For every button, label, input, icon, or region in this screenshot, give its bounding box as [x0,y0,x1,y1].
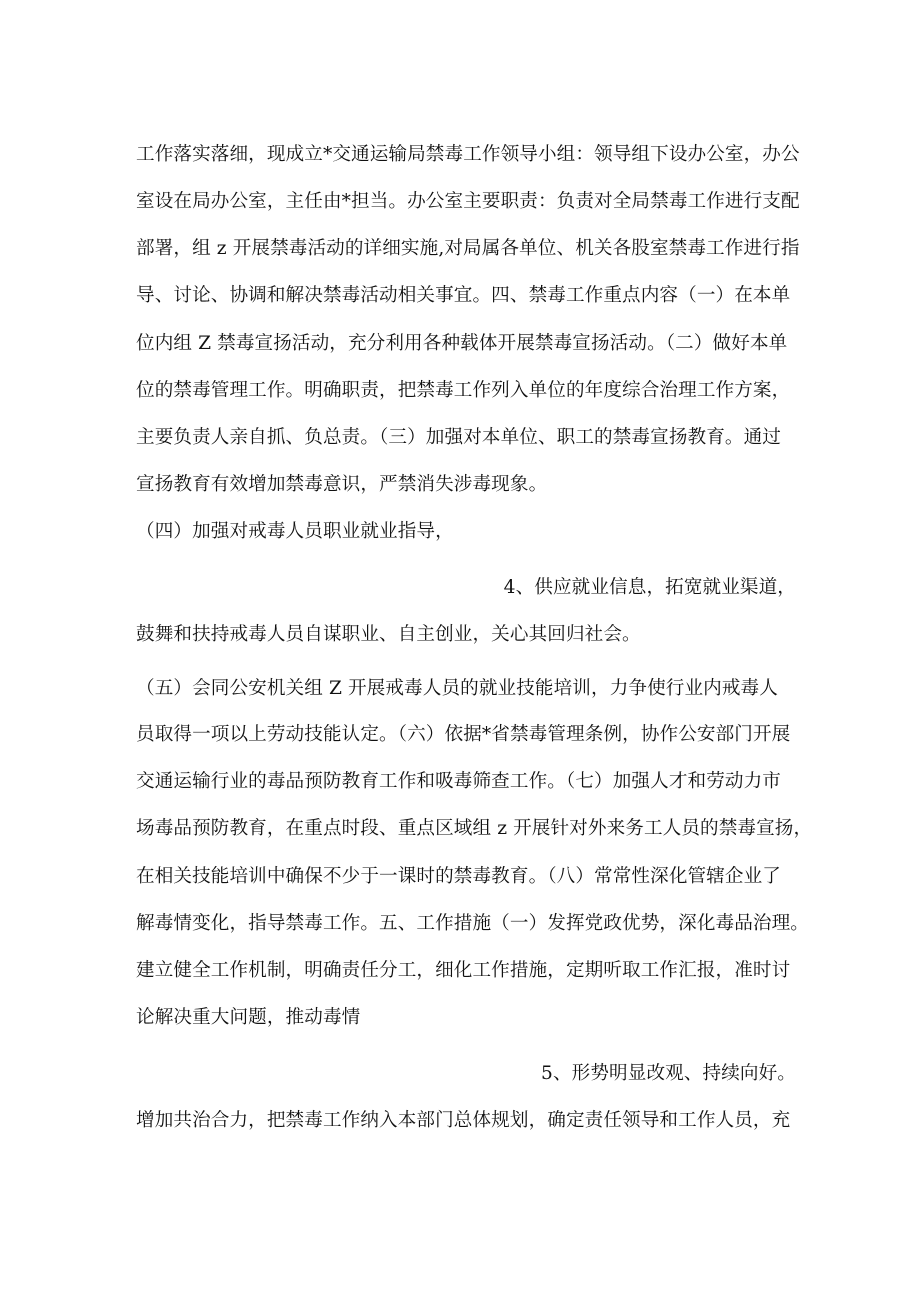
paragraph-line: （五）会同公安机关组 Z 开展戒毒人员的就业技能培训，力争使行业内戒毒人 [136,678,778,699]
paragraph-line: 增加共治合力，把禁毒工作纳入本部门总体规划，确定责任领导和工作人员，充 [136,1110,791,1131]
paragraph-line: （四）加强对戒毒人员职业就业指导， [136,521,454,542]
paragraph-line: 在相关技能培训中确保不少于一课时的禁毒教育。（八）常常性深化管辖企业了 [136,866,781,887]
paragraph-line: 解毒情变化，指导禁毒工作。五、工作措施（一）发挥党政优势，深化毒品治理。 [136,913,809,934]
paragraph-line: 导、讨论、协调和解决禁毒活动相关事宜。四、禁毒工作重点内容（一）在本单 [136,285,791,306]
paragraph-line: 交通运输行业的毒品预防教育工作和吸毒筛查工作。（七）加强人才和劳动力市 [136,771,781,792]
paragraph-line: 场毒品预防教育，在重点时段、重点区域组 z 开展针对外来务工人员的禁毒宣扬， [136,818,813,839]
paragraph-line: 位的禁毒管理工作。明确职责，把禁毒工作列入单位的年度综合治理工作方案， [136,380,791,401]
paragraph-line: 论解决重大问题，推动毒情 [136,1007,361,1028]
paragraph-line: 部署，组 z 开展禁毒活动的详细实施,对局属各单位、机关各股室禁毒工作进行指 [136,238,800,259]
paragraph-line: 工作落实落细，现成立*交通运输局禁毒工作领导小组：领导组下设办公室，办公 [136,144,800,165]
numbered-item-4: 4、供应就业信息，拓宽就业渠道， [503,577,796,598]
paragraph-line: 位内组 Z 禁毒宣扬活动，充分利用各种载体开展禁毒宣扬活动。（二）做好本单 [136,333,788,354]
paragraph-line: 建立健全工作机制，明确责任分工，细化工作措施，定期听取工作汇报，准时讨 [136,960,791,981]
numbered-item-5: 5、形势明显改观、持续向好。 [541,1063,796,1084]
paragraph-line: 员取得一项以上劳动技能认定。（六）依据*省禁毒管理条例，协作公安部门开展 [136,724,791,745]
paragraph-line: 主要负责人亲自抓、负总责。（三）加强对本单位、职工的禁毒宣扬教育。通过 [136,427,781,448]
paragraph-line: 室设在局办公室，主任由*担当。办公室主要职责：负责对全局禁毒工作进行支配 [136,191,800,212]
paragraph-line: 宣扬教育有效增加禁毒意识，严禁消失涉毒现象。 [136,474,548,495]
paragraph-line: 鼓舞和扶持戒毒人员自谋职业、自主创业，关心其回归社会。 [136,624,641,645]
